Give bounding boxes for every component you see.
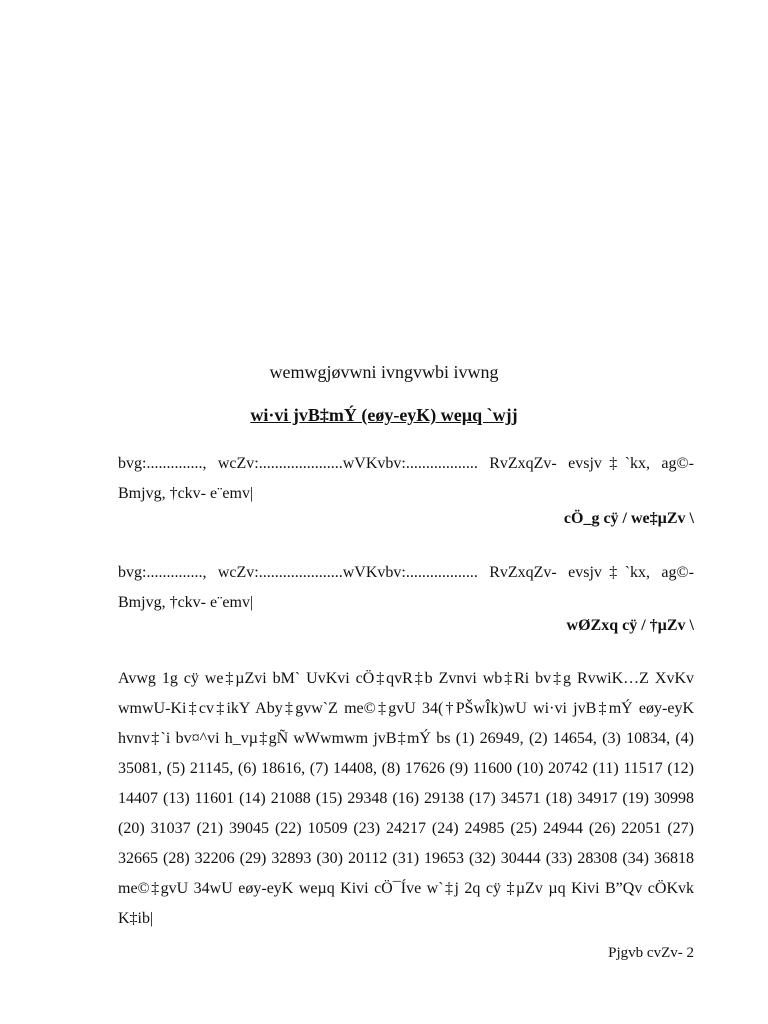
party-one-role: cÖ_g cÿ / we‡µZv \ xyxy=(563,510,694,527)
document-title: wemwgjøvwni ivngvwbi ivwng xyxy=(269,362,499,382)
document-subtitle: wi·vi jvB‡mÝ (eøy-eyK) weµq `wjj xyxy=(250,405,518,425)
party-one-details: bvg:.............., wcZv:.....................wVKvbv:.................. RvZxqZv- evsjv‡`kx, ag©- Bmjvg, †ckv- e¨emv| xyxy=(118,455,694,502)
party-two-role: wØZxq cÿ / †µZv \ xyxy=(566,617,694,634)
deed-body-paragraph: Avwg 1g cÿ we‡µZvi bM` UvKvi cÖ‡qvR‡b Zvnvi wb‡Ri bv‡g RvwiK…Z XvKv wmwU-Ki‡cv‡ikY Aby‡gvw`Z me©‡gvU 34(†PŠwÎk)wU wi·vi jvB‡mÝ eøy-eyK hvnv‡`i bv¤^vi h_vµ‡gÑ wWwmwm jvB‡mÝ bs (1) 26949, (2) 14654, (3) 10834, (4) 35081, (5) 21145, (6) 18616, (7) 14408, (8) 17626 (9) 11600 (10) 20742 (11) 11517 (12) 14407 (13) 11601 (14) 21088 (15) 29348 (16) 29138 (17) 34571 (18) 34917 (19) 30998 (20) 31037 (21) 39045 (22) 10509 (23) 24217 (24) 24985 (25) 24944 (26) 22051 (27) 32665 (28) 32206 (29) 32893 (30) 20112 (31) 19653 (32) 30444 (33) 28308 (34) 36818 me©‡gvU 34wU eøy-eyK weµq Kivi cÖ¯Íve w`‡j 2q cÿ ‡µZv µq Kivi B”Qv cÖKvk K‡ib| xyxy=(118,670,694,927)
page-continued-note: Pjgvb cvZv- 2 xyxy=(608,945,694,961)
party-two-details: bvg:.............., wcZv:.....................wVKvbv:.................. RvZxqZv- evsjv‡`kx, ag©- Bmjvg, †ckv- e¨emv| xyxy=(118,564,694,611)
